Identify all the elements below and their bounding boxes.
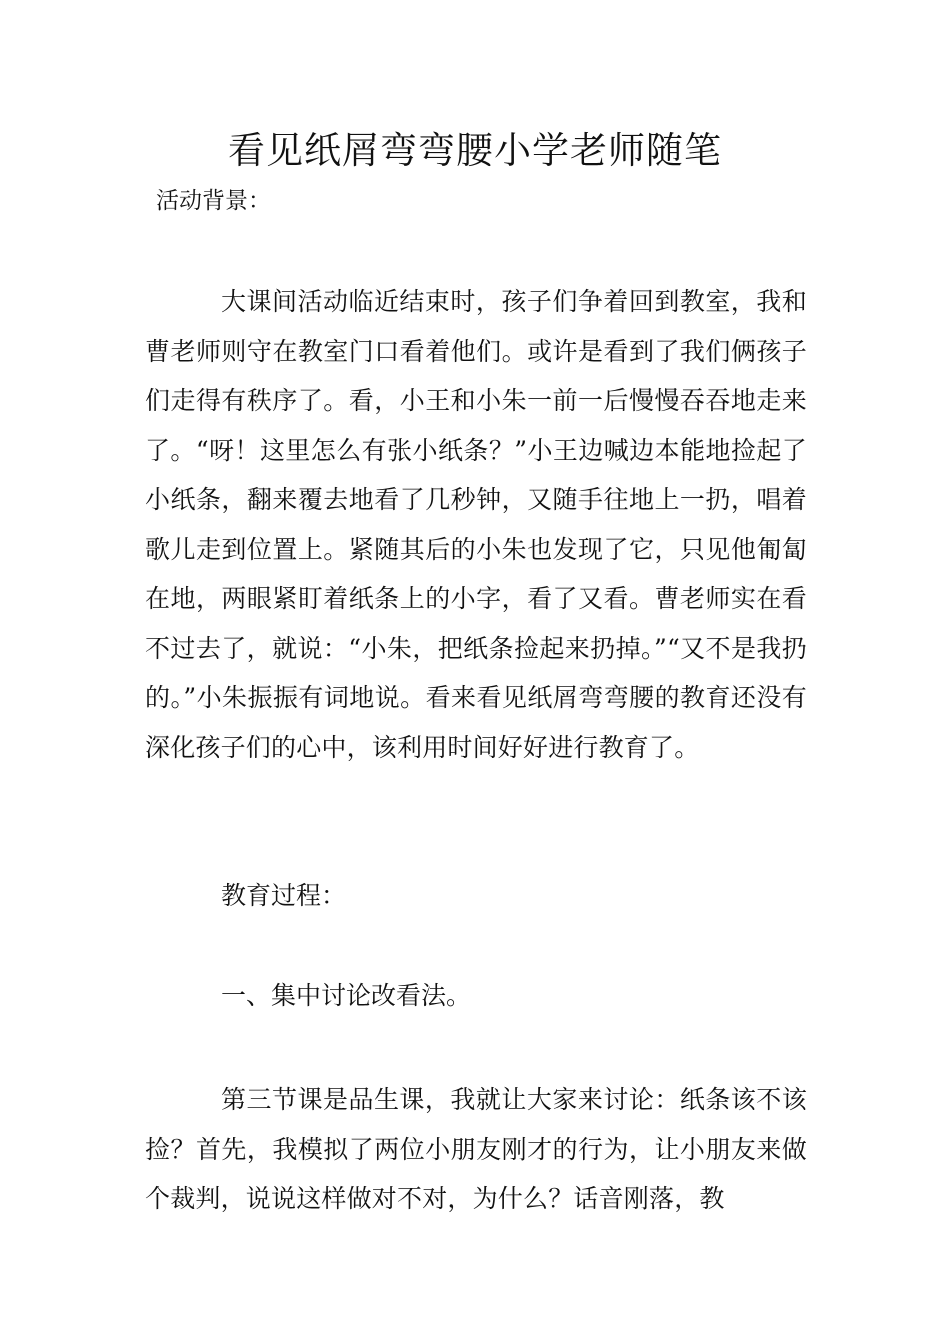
section-one-heading: 一、集中讨论改看法。 [221,981,472,1010]
section-one-paragraph: 第三节课是品生课，我就让大家来讨论：纸条该不该捡？首先，我模拟了两位小朋友刚才的行为，让小朋友来做个裁判，说说这样做对不对，为什么？话音刚落，教 [145,1085,807,1213]
activity-background-label: 活动背景： [156,188,271,214]
document-title: 看见纸屑弯弯腰小学老师随笔 [228,129,722,172]
education-process-heading: 教育过程： [221,881,347,910]
background-paragraph: 大课间活动临近结束时，孩子们争着回到教室，我和曹老师则守在教室门口看着他们。或许是看到了我们俩孩子们走得有秩序了。看，小王和小朱一前一后慢慢吞吞地走来了。“呀！这里怎么有张小纸条？”小王边喊边本能地捡起了小纸条，翻来覆去地看了几秒钟，又随手往地上一扔，唱着歌儿走到位置上。紧随其后的小朱也发现了它，只见他匍匐在地，两眼紧盯着纸条上的小字，看了又看。曹老师实在看不过去了，就说：“小朱，把纸条捡起来扔掉。”“又不是我扔的。”小朱振振有词地说。看来看见纸屑弯弯腰的教育还没有深化孩子们的心中，该利用时间好好进行教育了。 [145,287,807,762]
